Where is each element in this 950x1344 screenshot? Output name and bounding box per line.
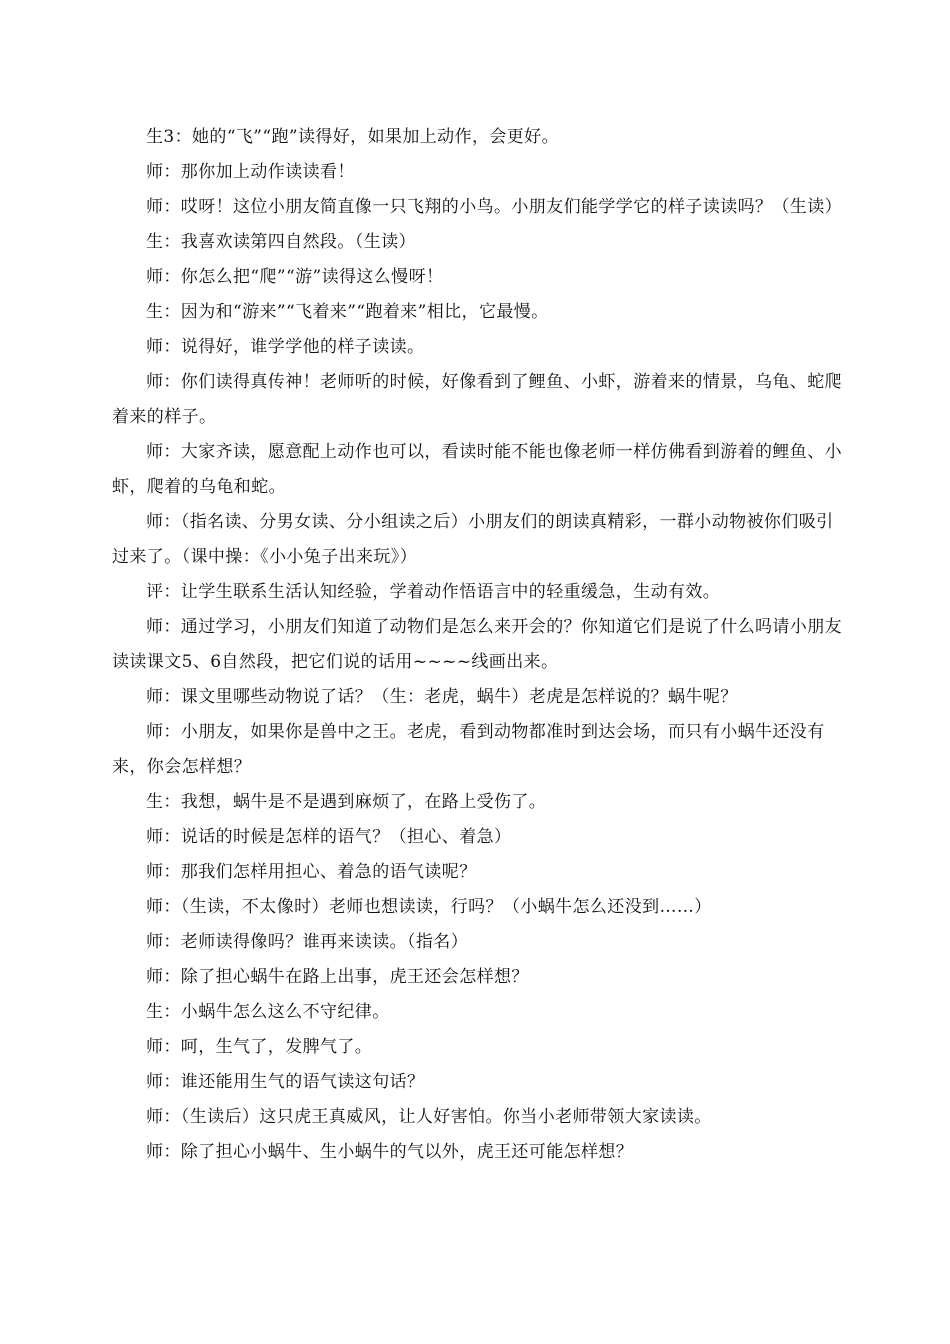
paragraph-19: 师：老师读得像吗？谁再来读读。（指名） — [146, 932, 469, 952]
paragraph-9: 师：大家齐读，愿意配上动作也可以，看读时能不能也像老师一样仿佛看到游着的鲤鱼、小虾，爬着的乌龟和蛇。 — [112, 442, 842, 497]
paragraph-15: 生：我想，蜗牛是不是遇到麻烦了，在路上受伤了。 — [146, 792, 547, 812]
paragraph-20: 师：除了担心蜗牛在路上出事，虎王还会怎样想？ — [146, 967, 529, 987]
paragraph-12: 师：通过学习，小朋友们知道了动物们是怎么来开会的？你知道它们是说了什么吗请小朋友读读课文5、6自然段，把它们说的话用~~~~线画出来。 — [112, 617, 842, 672]
paragraph-5: 师：你怎么把“爬”“游”读得这么慢呀！ — [146, 267, 444, 287]
paragraph-6: 生：因为和“游来”“飞着来”“跑着来”相比，它最慢。 — [146, 302, 549, 322]
paragraph-4: 生：我喜欢读第四自然段。（生读） — [146, 232, 416, 252]
paragraph-13: 师：课文里哪些动物说了话？（生：老虎，蜗牛）老虎是怎样说的？蜗牛呢？ — [146, 687, 738, 707]
paragraph-18: 师：（生读，不太像时）老师也想读读，行吗？（小蜗牛怎么还没到……） — [146, 897, 712, 917]
paragraph-24: 师：（生读后）这只虎王真威风，让人好害怕。你当小老师带领大家读读。 — [146, 1107, 712, 1127]
paragraph-25: 师：除了担心小蜗牛、生小蜗牛的气以外，虎王还可能怎样想？ — [146, 1142, 634, 1162]
paragraph-17: 师：那我们怎样用担心、着急的语气读呢？ — [146, 862, 477, 882]
paragraph-21: 生：小蜗牛怎么这么不守纪律。 — [146, 1002, 390, 1022]
paragraph-16: 师：说话的时候是怎样的语气？（担心、着急） — [146, 827, 512, 847]
paragraph-23: 师：谁还能用生气的语气读这句话？ — [146, 1072, 425, 1092]
paragraph-11: 评：让学生联系生活认知经验，学着动作悟语言中的轻重缓急，生动有效。 — [146, 582, 721, 602]
paragraph-2: 师：那你加上动作读读看！ — [146, 162, 355, 182]
paragraph-1: 生3：她的“飞”“跑”读得好，如果加上动作，会更好。 — [146, 127, 559, 147]
paragraph-8: 师：你们读得真传神！老师听的时候，好像看到了鲤鱼、小虾，游着来的情景，乌龟、蛇爬着来的样子。 — [112, 372, 842, 427]
paragraph-14: 师：小朋友，如果你是兽中之王。老虎，看到动物都准时到达会场，而只有小蜗牛还没有来，你会怎样想？ — [112, 722, 825, 777]
document-body — [112, 120, 842, 1170]
paragraph-22: 师：呵，生气了，发脾气了。 — [146, 1037, 373, 1057]
paragraph-3: 师：哎呀！这位小朋友简直像一只飞翔的小鸟。小朋友们能学学它的样子读读吗？（生读） — [146, 197, 842, 217]
paragraph-10: 师：（指名读、分男女读、分小组读之后）小朋友们的朗读真精彩，一群小动物被你们吸引过来了。（课中操：《小小兔子出来玩》） — [112, 512, 834, 567]
paragraph-7: 师：说得好，谁学学他的样子读读。 — [146, 337, 425, 357]
